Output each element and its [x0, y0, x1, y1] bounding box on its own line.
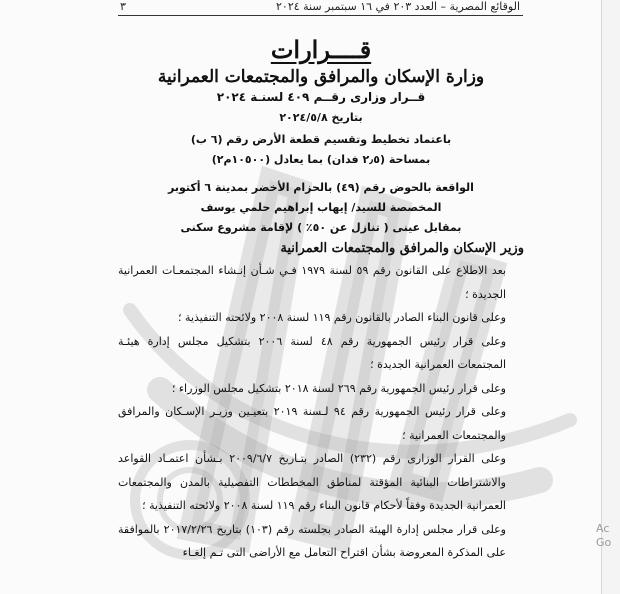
subject-line: بمساحة (٢٫٥ فدان) بما يعادل (١٠٥٠٠م٢) — [211, 153, 431, 166]
header-text: الوقائع المصرية – العدد ٢٠٣ في ١٦ سبتمبر سنة ٢٠٢٤ — [276, 0, 520, 13]
decree-number: قــرار وزارى رقــم ٤٠٩ لسنـة ٢٠٢٤ — [216, 90, 426, 104]
activation-overlay-text: Ac Go — [596, 522, 612, 549]
subject-line: الواقعة بالحوض رقم (٤٩) بالحزام الأخضر بمدينة ٦ أكتوبر — [168, 181, 474, 194]
paragraph: وعلى قرار رئيس الجمهورية رقم ٤٨ لسنة ٢٠٠٦ بتشكيل مجلس إدارة هيئـة المجتمعات العمرانية الجديدة ؛ — [118, 334, 507, 371]
page-number: ٣ — [120, 0, 126, 13]
paragraph: بعد الاطلاع على القانون رقم ٥٩ لسنة ١٩٧٩ فـي شـأن إنـشاء المجتمعـات العمرانية الجديدة ؛ — [118, 264, 507, 301]
gazette-header — [120, 0, 520, 14]
subject-line: باعتماد تخطيط وتقسيم قطعة الأرض رقم (٦ ب) — [190, 133, 452, 146]
decree-subject — [118, 130, 524, 238]
page-title: قــــرارات — [270, 35, 372, 64]
ministry-name: وزارة الإسكان والمرافق والمجتمعات العمرانية — [157, 67, 485, 87]
decree-document — [118, 36, 524, 565]
subject-line: المخصصة للسيد/ إيهاب إبراهيم حلمي يوسف — [200, 201, 442, 214]
paragraph: وعلى القرار الوزارى رقم (٢٣٢) الصادر بتـاريخ ٢٠٠٩/٦/٧ بـشأن اعتمـاد القواعد والاشتراطات البنائية المؤقتة لمناطق المخططات التفصيلية بالمدن والمجتمعات العمرانية الجديدة وفقاً لأحكام قانون البناء رقم ١١٩ لسنة ٢٠٠٨ ولائحته التنفيذية ؛ — [118, 452, 506, 512]
paragraph: وعلى قرار رئيس الجمهورية رقم ٢٦٩ لسنة ٢٠١٨ بتشكيل مجلس الوزراء ؛ — [171, 381, 506, 395]
paragraph: وعلى قرار مجلس إدارة الهيئة الصادر بجلسته رقم (١٠٣) بتاريخ ٢٠١٧/٢/٢٦ بالموافقة على المذكرة المعروضة بشأن اقتراح التعامل مع الأراضى التى تـم إلغـاء — [118, 522, 506, 559]
header-rule — [118, 15, 523, 16]
decree-date: بتاريخ ٢٠٢٤/٥/٨ — [279, 111, 363, 124]
paragraph: وعلى قرار رئيس الجمهورية رقم ٩٤ لـسنة ٢٠١٩ بتعيـين وزيـر الإسـكان والمرافق والمجتمعات العمرانية ؛ — [118, 405, 507, 442]
subject-line: بمقابل عينى ( تنازل عن ٥٠٪ ) لإقامة مشروع سكنى — [180, 221, 462, 234]
decree-body — [118, 259, 524, 565]
window-edge — [601, 0, 620, 594]
paragraph: وعلى قانون البناء الصادر بالقانون رقم ١١٩ لسنة ٢٠٠٨ ولائحته التنفيذية ؛ — [178, 311, 506, 324]
minister-heading: وزير الإسكان والمرافق والمجتمعات العمرانية — [280, 241, 524, 256]
